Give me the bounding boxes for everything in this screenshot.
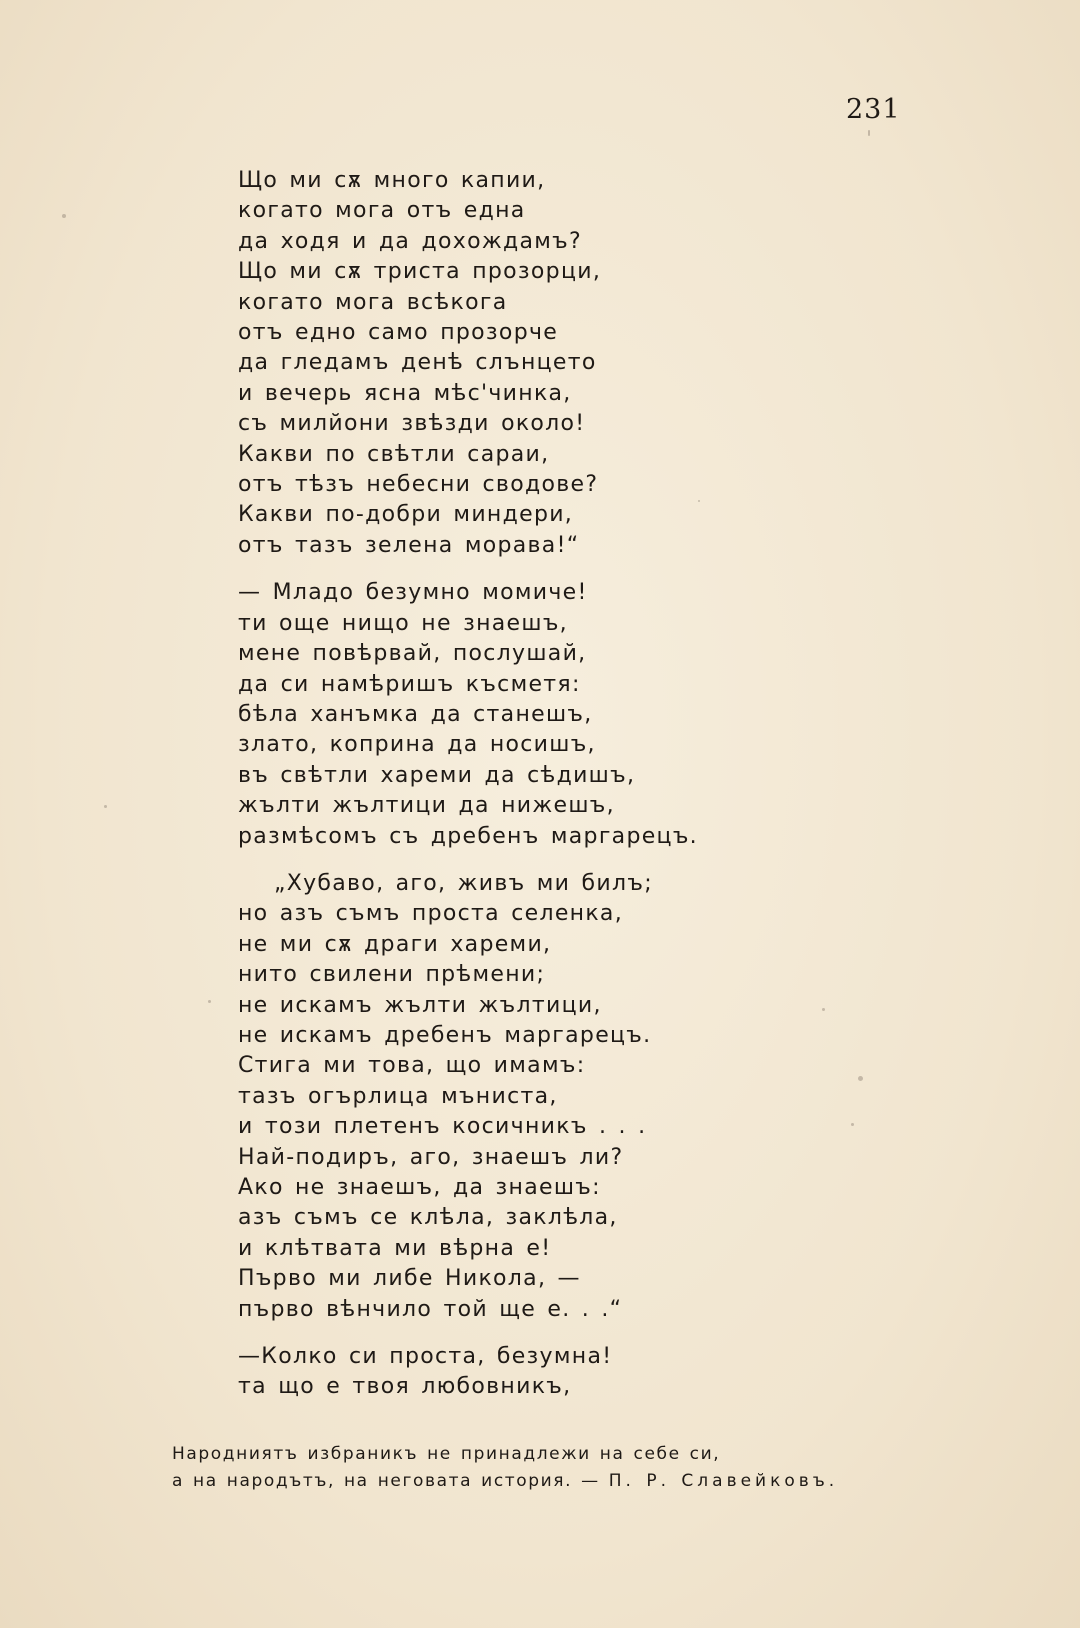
paper-speck: [104, 805, 107, 808]
poem-line: ти още нищо не знаешъ,: [238, 610, 568, 636]
poem-line: и този плетенъ косичникъ . . .: [238, 1114, 647, 1140]
poem-line: та що е твоя любовникъ,: [238, 1374, 572, 1400]
poem-line: отъ тазъ зелена морава!“: [238, 532, 580, 558]
poem-line: азъ съмъ се клѣла, заклѣла,: [238, 1205, 618, 1231]
poem-line: жълти жълтици да нижешъ,: [238, 793, 615, 819]
poem-line: и вечерь ясна мѣс'чинка,: [238, 380, 572, 406]
poem-line: Първо ми либе Никола, —: [238, 1266, 581, 1292]
poem: [238, 166, 858, 1420]
stanza-4: [238, 1342, 858, 1403]
poem-line: Що ми сѫ много капии,: [238, 168, 546, 193]
poem-line: Какви по-добри миндери,: [238, 502, 574, 528]
poem-line: размѣсомъ съ дребенъ маргарецъ.: [238, 823, 698, 849]
poem-line: Стига ми това, що имамъ:: [238, 1053, 586, 1079]
poem-line: не искамъ дребенъ маргарецъ.: [238, 1022, 652, 1048]
poem-line: съ милйони звѣзди около!: [238, 411, 586, 437]
paper-speck: [208, 1000, 211, 1003]
poem-line: „Хубаво, аго, живъ ми билъ;: [274, 870, 653, 896]
paper-speck: [868, 130, 870, 136]
poem-line: — Младо безумно момиче!: [238, 580, 588, 606]
paper-speck: [858, 1076, 863, 1081]
poem-line: но азъ съмъ проста селенка,: [238, 901, 623, 927]
poem-line: Що ми сѫ триста прозорци,: [238, 259, 602, 285]
page-number: 231: [846, 94, 901, 125]
poem-line: когато мога всѣкога: [238, 289, 508, 315]
stanza-1: [238, 166, 858, 561]
poem-line: не искамъ жълти жълтици,: [238, 992, 602, 1018]
footer-quote-line-2: [172, 1468, 838, 1495]
poem-line: —Колко си проста, безумна!: [238, 1344, 613, 1370]
poem-line: първо вѣнчило той ще е. . .“: [238, 1296, 623, 1322]
poem-line: бѣла ханъмка да станешъ,: [238, 701, 593, 727]
footer-quote-author: П. Р. Славейковъ.: [608, 1471, 839, 1491]
poem-line: нито свилени прѣмени;: [238, 962, 546, 988]
footer-quote: [172, 1441, 838, 1495]
paper-speck: [851, 1123, 854, 1126]
poem-line: Какви по свѣтли сараи,: [238, 441, 550, 467]
poem-line: Ако не знаешъ, да знаешъ:: [238, 1175, 601, 1200]
poem-line: когато мога отъ една: [238, 198, 526, 224]
stanza-2: [238, 578, 858, 852]
poem-line: въ свѣтли хареми да сѣдишъ,: [238, 762, 636, 788]
poem-line: отъ тѣзъ небесни сводове?: [238, 472, 599, 498]
poem-line: Най-подиръ, аго, знаешъ ли?: [238, 1144, 624, 1170]
poem-line: да си намѣришъ късметя:: [238, 671, 581, 697]
poem-line: не ми сѫ драги хареми,: [238, 931, 552, 957]
paper-speck: [822, 1008, 825, 1011]
footer-quote-line-1: Народниятъ избраникъ не принадлежи на себе си,: [172, 1444, 721, 1464]
paper-speck: [62, 214, 66, 218]
poem-line: злато, коприна да носишъ,: [238, 732, 596, 758]
poem-line: отъ едно само прозорче: [238, 320, 559, 346]
poem-line: да гледамъ денѣ слънцето: [238, 350, 597, 376]
paper-speck: [698, 500, 700, 502]
poem-line: тазъ огърлица мъниста,: [238, 1083, 558, 1109]
poem-line: мене повѣрвай, послушай,: [238, 641, 587, 667]
footer-quote-text: а на народътъ, на неговата история. —: [172, 1471, 600, 1491]
poem-line: и клѣтвата ми вѣрна е!: [238, 1235, 552, 1261]
poem-line: да ходя и да дохождамъ?: [238, 228, 582, 254]
stanza-3: [238, 869, 858, 1325]
